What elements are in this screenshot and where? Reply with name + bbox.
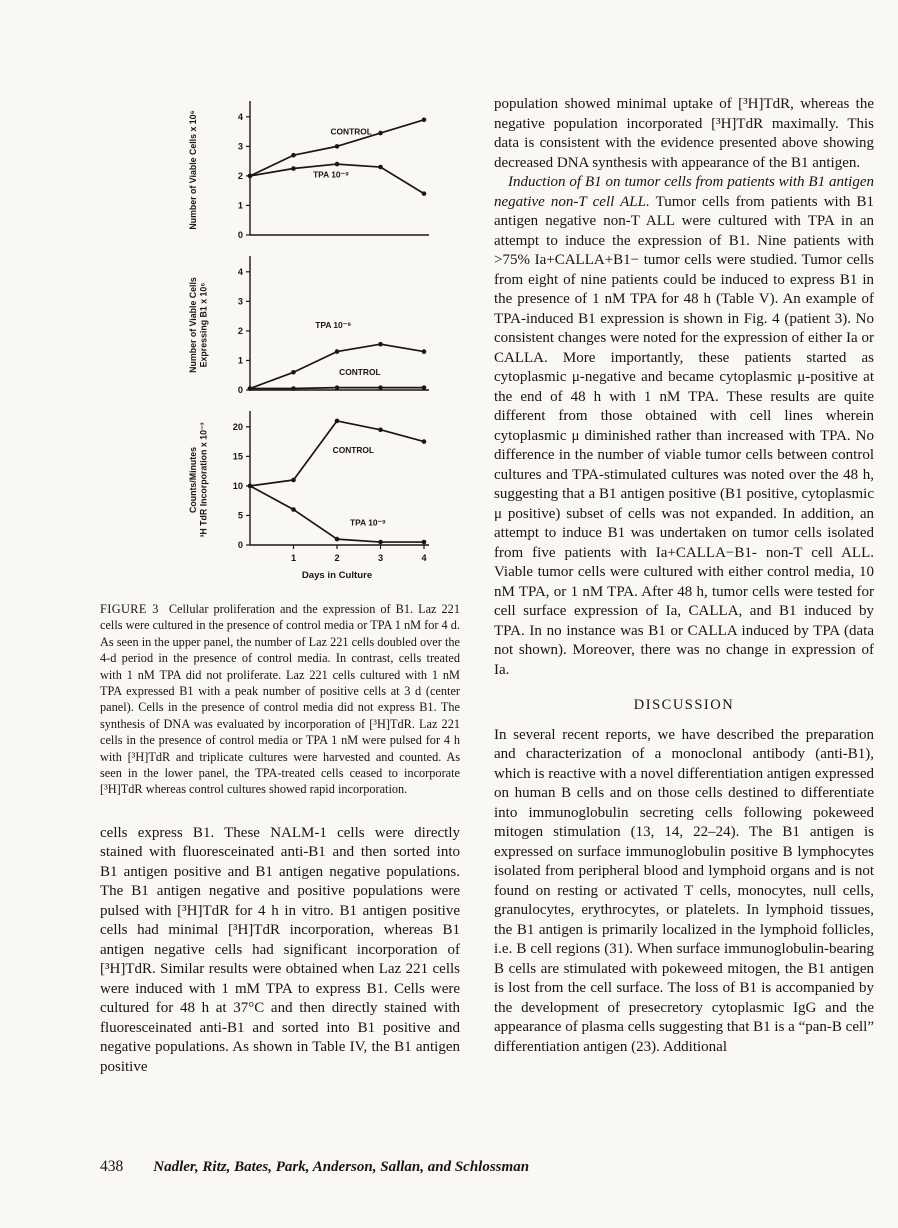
- svg-text:4: 4: [237, 266, 243, 277]
- svg-text:4: 4: [421, 553, 427, 563]
- left-column: [100, 95, 460, 1077]
- figure3-charts: [184, 95, 460, 591]
- page-number: 438: [100, 1158, 124, 1175]
- svg-text:CONTROL: CONTROL: [330, 126, 372, 137]
- svg-text:1: 1: [290, 553, 297, 563]
- svg-text:Number of Viable Cells x 10⁶: Number of Viable Cells x 10⁶: [188, 110, 198, 230]
- svg-text:2: 2: [237, 170, 243, 181]
- svg-text:0: 0: [237, 385, 243, 396]
- svg-text:1: 1: [237, 355, 243, 366]
- svg-text:2: 2: [237, 325, 243, 336]
- svg-text:0: 0: [237, 230, 243, 241]
- svg-text:5: 5: [237, 510, 243, 521]
- svg-text:3: 3: [237, 296, 243, 307]
- svg-text:CONTROL: CONTROL: [332, 444, 375, 455]
- svg-text:3: 3: [237, 141, 243, 152]
- figure-caption-text: Cellular proliferation and the expression of B1. Laz 221 cells were cultured in the presence of control media or TPA 1 nM for 4 d. As seen in the upper panel, the number of Laz 221 cells doubled over the 4-d period in the presence of control media. In contrast, cells treated with 1 nM TPA did not proliferate. Laz 221 cells cultured with 1 nM TPA expressed B1 with a peak number of positive cells at 3 d (center panel). Cells in the presence of control media did not express B1. The synthesis of DNA was evaluated by incorporation of [³H]TdR. Laz 221 cells in the presence of control media or TPA 1 nM were pulsed for 4 h with [³H]TdR and triplicate cultures were harvested and counted. As seen in the lower panel, the TPA-treated cells ceased to incorporate [³H]TdR whereas control cultures showed rapid incorporation.: [100, 602, 460, 797]
- paragraph-uptake: population showed minimal uptake of [³H]TdR, whereas the negative population incorporated [³H]TdR maximally. This data is consistent with the evidence presented above showing decreased DNA synthesis with appearance of the B1 antigen.: [494, 96, 874, 171]
- page-footer: [100, 1158, 800, 1176]
- svg-text:0: 0: [237, 540, 243, 551]
- discussion-heading: DISCUSSION: [633, 697, 735, 713]
- two-column-layout: [100, 95, 874, 1077]
- svg-text:2: 2: [334, 553, 340, 563]
- svg-text:TPA 10⁻⁹: TPA 10⁻⁹: [315, 319, 352, 330]
- figure3-caption: [100, 601, 460, 798]
- svg-text:Expressing B1 x 10⁶: Expressing B1 x 10⁶: [198, 282, 209, 368]
- svg-text:15: 15: [232, 451, 243, 462]
- chart-panel-viable-cells: [184, 95, 438, 244]
- chart-panel-b1-expressing-cells: [184, 250, 438, 399]
- svg-text:Number of Viable Cells: Number of Viable Cells: [188, 277, 198, 373]
- svg-text:TPA 10⁻⁹: TPA 10⁻⁹: [350, 517, 386, 528]
- left-column-body: [100, 824, 460, 1078]
- chart-panel-tdr-incorporation: [184, 405, 438, 591]
- svg-text:1: 1: [237, 200, 243, 211]
- right-column-body: [494, 95, 874, 1057]
- svg-text:20: 20: [232, 421, 243, 432]
- running-authors: Nadler, Ritz, Bates, Park, Anderson, Sallan, and Schlossman: [153, 1159, 530, 1175]
- svg-text:3: 3: [377, 553, 384, 563]
- paragraph-induction: [494, 173, 874, 680]
- right-column: [494, 95, 874, 1077]
- svg-text:CONTROL: CONTROL: [339, 367, 381, 378]
- svg-text:TPA 10⁻⁹: TPA 10⁻⁹: [313, 169, 349, 180]
- svg-text:4: 4: [237, 111, 243, 122]
- paragraph-nalm1: cells express B1. These NALM-1 cells were directly stained with fluoresceinated anti-B1 and then sorted into B1 antigen positive and B1 antigen negative populations. The B1 antigen negative and positive populations were pulsed with [³H]TdR for 4 h in vitro. B1 antigen positive cells had minimal [³H]TdR incorporation, whereas B1 antigen negative cells had significant incorporation of [³H]TdR. Similar results were obtained when Laz 221 cells were induced with 1 mM TPA to express B1. Cells were cultured for 48 h at 37°C and then directly stained with fluoresceinated anti-B1 and sorted into B1 positive and negative populations. As shown in Table IV, the B1 antigen positive: [100, 824, 460, 1075]
- figure-caption-label: FIGURE 3: [100, 602, 159, 616]
- svg-text:³H TdR Incorporation x 10⁻³: ³H TdR Incorporation x 10⁻³: [198, 422, 209, 538]
- svg-text:Counts/Minutes: Counts/Minutes: [188, 447, 198, 513]
- paragraph-induction-rest: Tumor cells from patients with B1 antigen negative non-T ALL were cultured with TPA in an attempt to induce the expression of B1. Nine patients with >75% Ia+CALLA+B1− tumor cells were studied. Tumor cells from eight of nine patients could be induced to express B1 in the presence of 1 nM TPA for 48 h (Table V). An example of TPA-induced B1 expression is shown in Fig. 4 (patient 3). No consistent changes were noted for the expression of either Ia or CALLA. More importantly, these patients started as cytoplasmic μ-negative and became cytoplasmic μ-positive at the end of 48 h with 1 nM TPA. These results are quite different from those obtained with cell lines wherein cytoplasmic μ diminished rather than increased with TPA. No difference in the number of viable tumor cells between control cultures and TPA-stimulated cultures was noted over the 48 h, suggesting that a B1 antigen positive (B1 positive, cytoplasmic μ positive) subset of cells was not expanded. In addition, an attempt to induce B1 was undertaken on tumor cells isolated from five patients with Ia+CALLA−B1- non-T cell ALL. Viable tumor cells were cultured with either control media, 10 nM TPA, or 1 nM TPA. After 48 h, tumor cells were tested for cell surface expression of Ia, CALLA, and B1 induced by TPA. In no instance was B1 or CALLA induced by TPA (data not shown). Moreover, there was no change in expression of Ia.: [494, 193, 874, 678]
- svg-text:Days in Culture: Days in Culture: [301, 570, 373, 581]
- svg-text:10: 10: [232, 480, 243, 491]
- paragraph-discussion: In several recent reports, we have described the preparation and characterization of a monoclonal antibody (anti-B1), which is reactive with a novel differentiation antigen expressed on human B cells and on those cells destined to differentiate into immunoglobulin secreting cells following pokeweed mitogen stimulation (13, 14, 22–24). The B1 antigen is expressed on surface immunoglobulin positive B lymphocytes isolated from peripheral blood and lymphoid organs and is not found on resting or activated T cells, monocytes, null cells, granulocytes, erythrocytes, or platelets. In lymphoid tissues, the B1 antigen is primarily localized in the lymphoid follicles, i.e. B cell regions (31). When surface immunoglobulin-bearing B cells are stimulated with pokeweed mitogen, the B1 antigen is lost from the cell surface. The loss of B1 is accompanied by the development of presecretory cytoplasmic IgG and the appearance of plasma cells suggesting that B1 is a “pan-B cell” differentiation antigen (23). Additional: [494, 726, 874, 1055]
- paragraph-induction-lead: Induction of B1 on tumor cells from patients with B1 antigen negative non-T cell ALL.: [494, 174, 874, 210]
